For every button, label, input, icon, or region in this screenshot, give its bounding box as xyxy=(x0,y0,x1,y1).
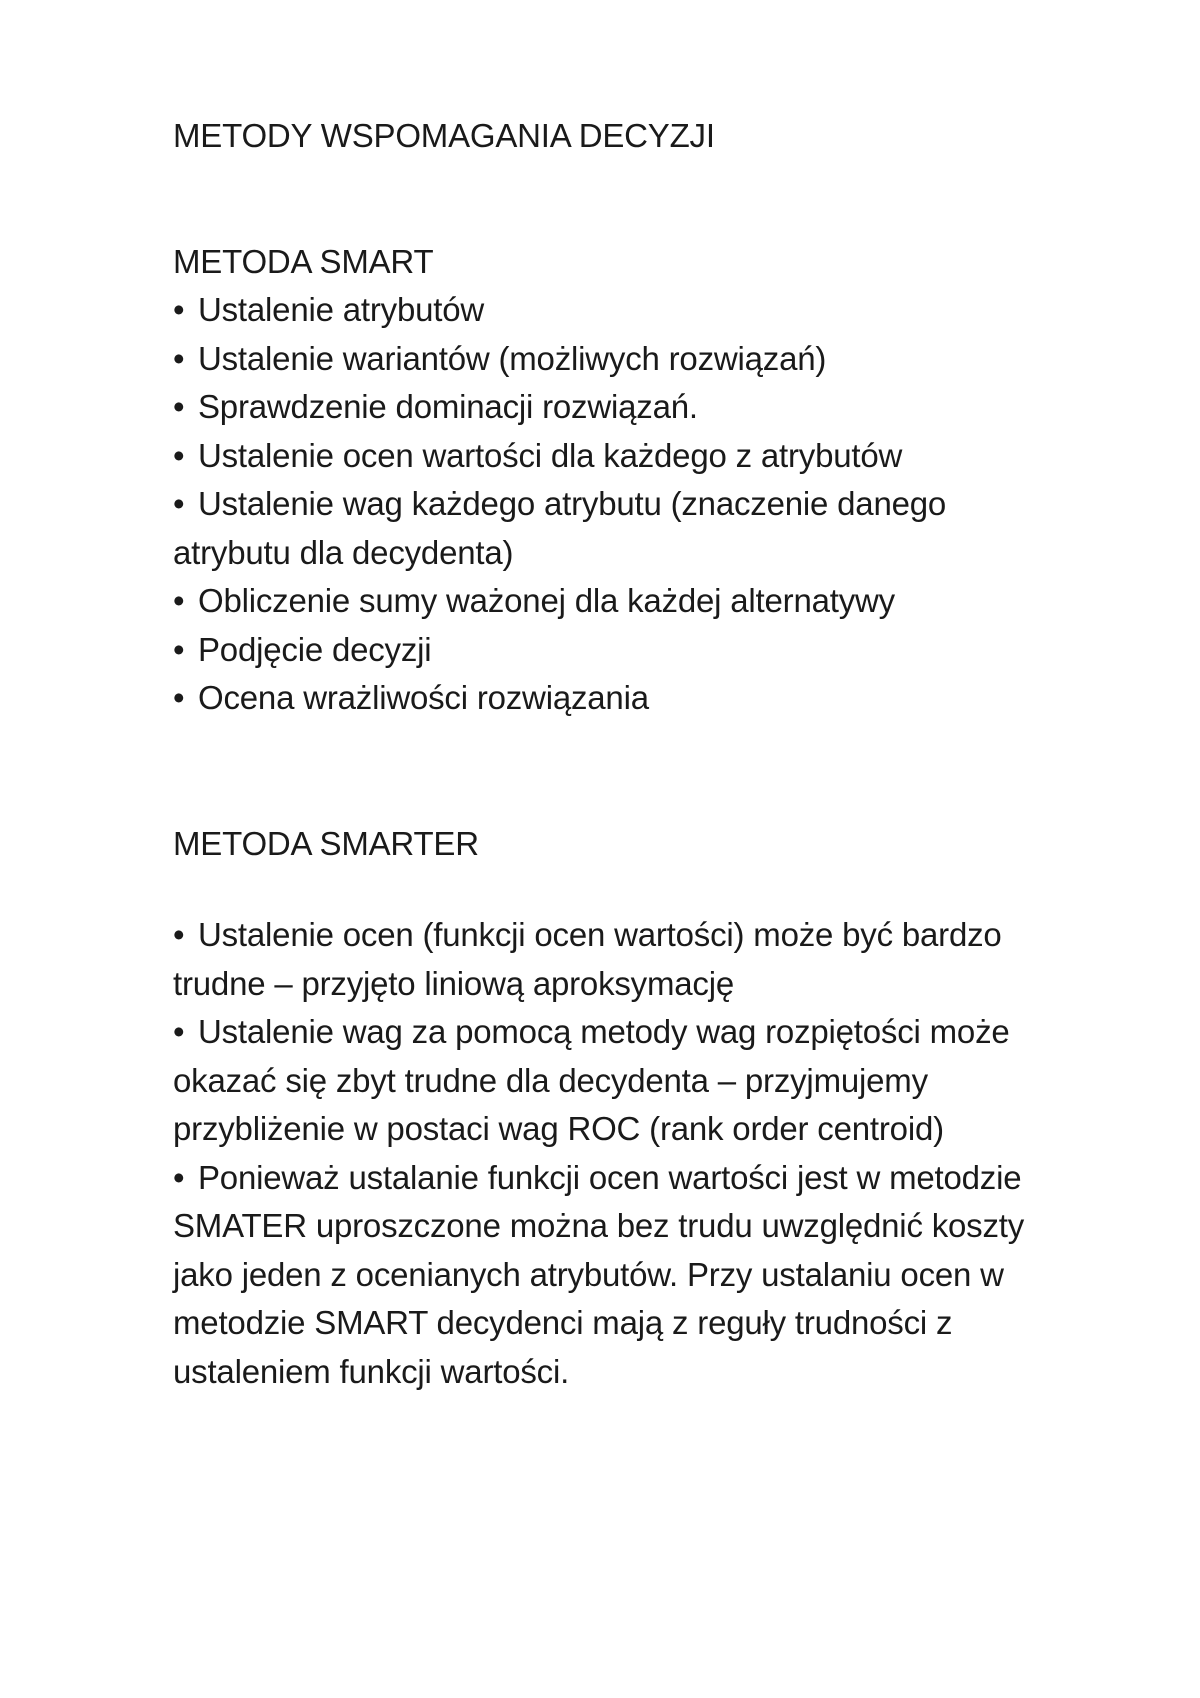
list-item-text: Ustalenie wag każdego atrybutu (znaczenie danego atrybutu dla decydenta) xyxy=(173,485,947,571)
list-item-text: Sprawdzenie dominacji rozwiązań. xyxy=(198,388,698,425)
document-title: METODY WSPOMAGANIA DECYZJI xyxy=(173,117,715,154)
section-smarter xyxy=(173,820,1033,1397)
bullet-icon: • xyxy=(173,291,185,328)
document-page xyxy=(173,112,1033,1396)
bullet-icon: • xyxy=(173,1158,185,1196)
list-item xyxy=(173,480,1033,577)
bullet-icon: • xyxy=(173,630,185,668)
list-item xyxy=(173,626,1033,675)
list-item xyxy=(173,1008,1033,1154)
section-heading-smart: METODA SMART xyxy=(173,242,434,280)
spacer xyxy=(173,723,1033,820)
bullet-list-smart xyxy=(173,286,1033,723)
list-item-text: Ustalenie ocen wartości dla każdego z atrybutów xyxy=(198,436,903,474)
list-item-text: Ustalenie ocen (funkcji ocen wartości) może być bardzo trudne – przyjęto liniową aproksymację xyxy=(173,916,1002,1002)
list-item-text: Ponieważ ustalanie funkcji ocen wartości jest w metodzie SMATER uproszczone można bez trudu uwzględnić koszty jako jeden z ocenianych atrybutów. Przy ustalaniu ocen w metodzie SMART decydenci mają z reguły trudności z ustaleniem funkcji wartości. xyxy=(173,1158,1025,1390)
spacer xyxy=(173,161,1033,238)
list-item-text: Ustalenie atrybutów xyxy=(198,291,485,328)
bullet-icon: • xyxy=(173,679,185,716)
bullet-icon: • xyxy=(173,436,185,474)
list-item xyxy=(173,577,1033,626)
list-item-text: Ustalenie wag za pomocą metody wag rozpiętości może okazać się zbyt trudne dla decydenta – przyjmujemy przybliżenie w postaci wag ROC (rank order centroid) xyxy=(173,1013,1010,1147)
list-item-text: Ustalenie wariantów (możliwych rozwiązań) xyxy=(198,339,827,377)
list-item xyxy=(173,674,1033,723)
list-item xyxy=(173,1154,1033,1397)
bullet-icon: • xyxy=(173,388,185,425)
list-item-text: Podjęcie decyzji xyxy=(198,630,432,668)
bullet-icon: • xyxy=(173,916,185,953)
list-item-text: Obliczenie sumy ważonej dla każdej alternatywy xyxy=(198,582,895,619)
list-item xyxy=(173,911,1033,1008)
list-item xyxy=(173,383,1033,432)
bullet-list-smarter xyxy=(173,911,1033,1396)
list-item xyxy=(173,335,1033,384)
list-item xyxy=(173,286,1033,335)
bullet-icon: • xyxy=(173,339,185,377)
bullet-icon: • xyxy=(173,485,185,522)
list-item xyxy=(173,432,1033,481)
bullet-icon: • xyxy=(173,1013,185,1050)
list-item-text: Ocena wrażliwości rozwiązania xyxy=(198,679,649,716)
spacer xyxy=(173,868,1033,911)
section-smart xyxy=(173,238,1033,723)
bullet-icon: • xyxy=(173,582,185,619)
section-heading-smarter: METODA SMARTER xyxy=(173,824,479,862)
